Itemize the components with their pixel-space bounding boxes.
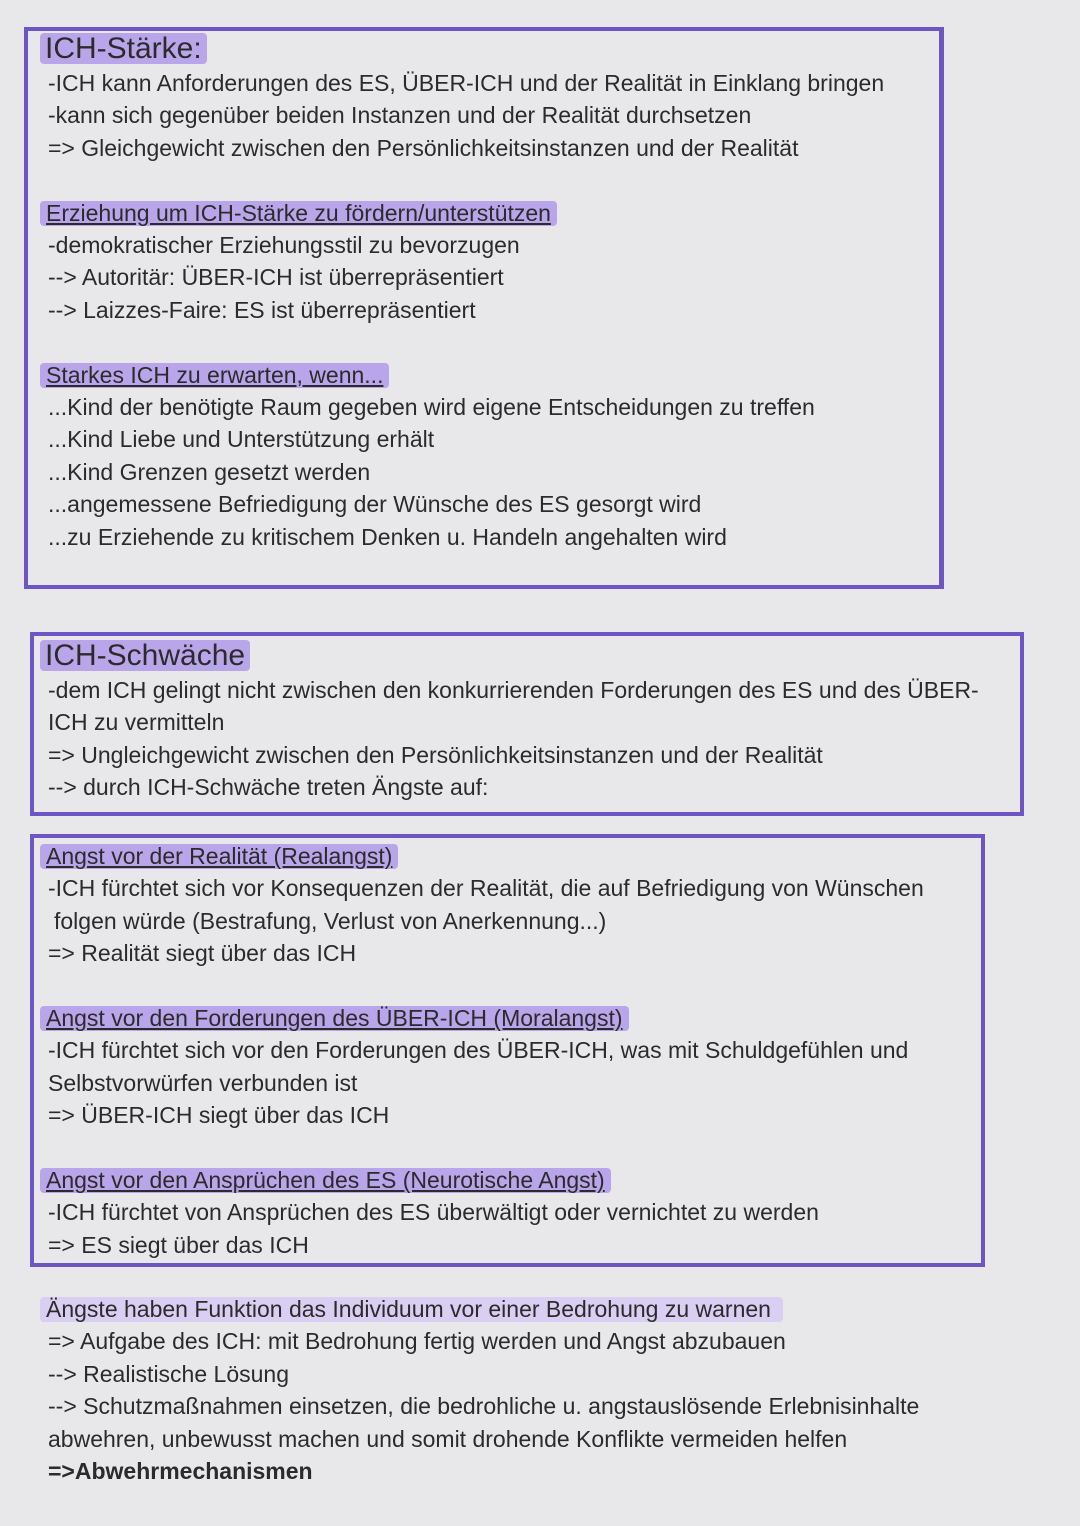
realangst-line-3: => Realität siegt über das ICH — [48, 940, 357, 967]
schwaeche-line-3: => Ungleichgewicht zwischen den Persönlichkeitsinstanzen und der Realität — [48, 741, 823, 768]
erziehung-line-1: -demokratischer Erziehungsstil zu bevorzugen — [48, 232, 520, 259]
moralangst-line-1: -ICH fürchtet sich vor den Forderungen des ÜBER-ICH, was mit Schuldgefühlen und — [48, 1037, 909, 1064]
schwaeche-line-1: -dem ICH gelingt nicht zwischen den konkurrierenden Forderungen des ES und des ÜBER- — [48, 677, 979, 703]
staerke-line-2: -kann sich gegenüber beiden Instanzen und der Realität durchsetzen — [48, 102, 752, 129]
ich-schwaeche-section — [45, 639, 979, 804]
moralangst-line-3: => ÜBER-ICH siegt über das ICH — [48, 1102, 390, 1129]
schwaeche-line-4: --> durch ICH-Schwäche treten Ängste auf: — [48, 774, 489, 801]
funktion-heading: Ängste haben Funktion das Individuum vor einer Bedrohung zu warnen — [40, 1297, 783, 1322]
ich-staerke-section — [45, 32, 885, 553]
starkes-line-5: ...zu Erziehende zu kritischem Denken u. Handeln angehalten wird — [48, 523, 727, 550]
staerke-line-3: => Gleichgewicht zwischen den Persönlichkeitsinstanzen und der Realität — [48, 134, 799, 161]
neurotische-angst-heading: Angst vor den Ansprüchen des ES (Neurotische Angst) — [40, 1168, 611, 1193]
funktion-line-1: => Aufgabe des ICH: mit Bedrohung fertig werden und Angst abzubauen — [48, 1328, 786, 1355]
ich-staerke-title: ICH-Stärke: — [40, 33, 207, 64]
moralangst-line-2: Selbstvorwürfen verbunden ist — [48, 1069, 358, 1096]
abwehrmechanismen-conclusion: =>Abwehrmechanismen — [48, 1458, 313, 1485]
erziehung-line-2: --> Autoritär: ÜBER-ICH ist überrepräsentiert — [48, 264, 504, 291]
realangst-heading: Angst vor der Realität (Realangst) — [40, 844, 398, 869]
aengste-section — [48, 840, 924, 1261]
realangst-line-1: -ICH fürchtet sich vor Konsequenzen der Realität, die auf Befriedigung von Wünschen — [48, 875, 924, 902]
moralangst-heading: Angst vor den Forderungen des ÜBER-ICH (Moralangst) — [40, 1006, 629, 1031]
staerke-line-1: -ICH kann Anforderungen des ES, ÜBER-ICH und der Realität in Einklang bringen — [48, 70, 885, 96]
starkes-ich-heading: Starkes ICH zu erwarten, wenn... — [40, 363, 389, 388]
starkes-line-2: ...Kind Liebe und Unterstützung erhält — [48, 426, 435, 453]
funktion-line-2: --> Realistische Lösung — [48, 1360, 289, 1387]
funktion-line-4: abwehren, unbewusst machen und somit drohende Konflikte vermeiden helfen — [48, 1425, 848, 1452]
schwaeche-line-2: ICH zu vermitteln — [48, 709, 225, 736]
funktion-section — [48, 1293, 919, 1487]
neuro-line-2: => ES siegt über das ICH — [48, 1231, 309, 1258]
erziehung-line-3: --> Laizzes-Faire: ES ist überrepräsentiert — [48, 296, 476, 323]
ich-schwaeche-title: ICH-Schwäche — [40, 640, 250, 671]
funktion-line-3: --> Schutzmaßnahmen einsetzen, die bedrohliche u. angstauslösende Erlebnisinhalte — [48, 1393, 920, 1420]
starkes-line-1: ...Kind der benötigte Raum gegeben wird eigene Entscheidungen zu treffen — [48, 394, 815, 421]
starkes-line-4: ...angemessene Befriedigung der Wünsche des ES gesorgt wird — [48, 491, 702, 518]
starkes-line-3: ...Kind Grenzen gesetzt werden — [48, 458, 371, 485]
erziehung-heading: Erziehung um ICH-Stärke zu fördern/unterstützen — [40, 201, 557, 226]
realangst-line-2: folgen würde (Bestrafung, Verlust von Anerkennung...) — [54, 907, 607, 934]
neuro-line-1: -ICH fürchtet von Ansprüchen des ES überwältigt oder vernichtet zu werden — [48, 1199, 819, 1226]
